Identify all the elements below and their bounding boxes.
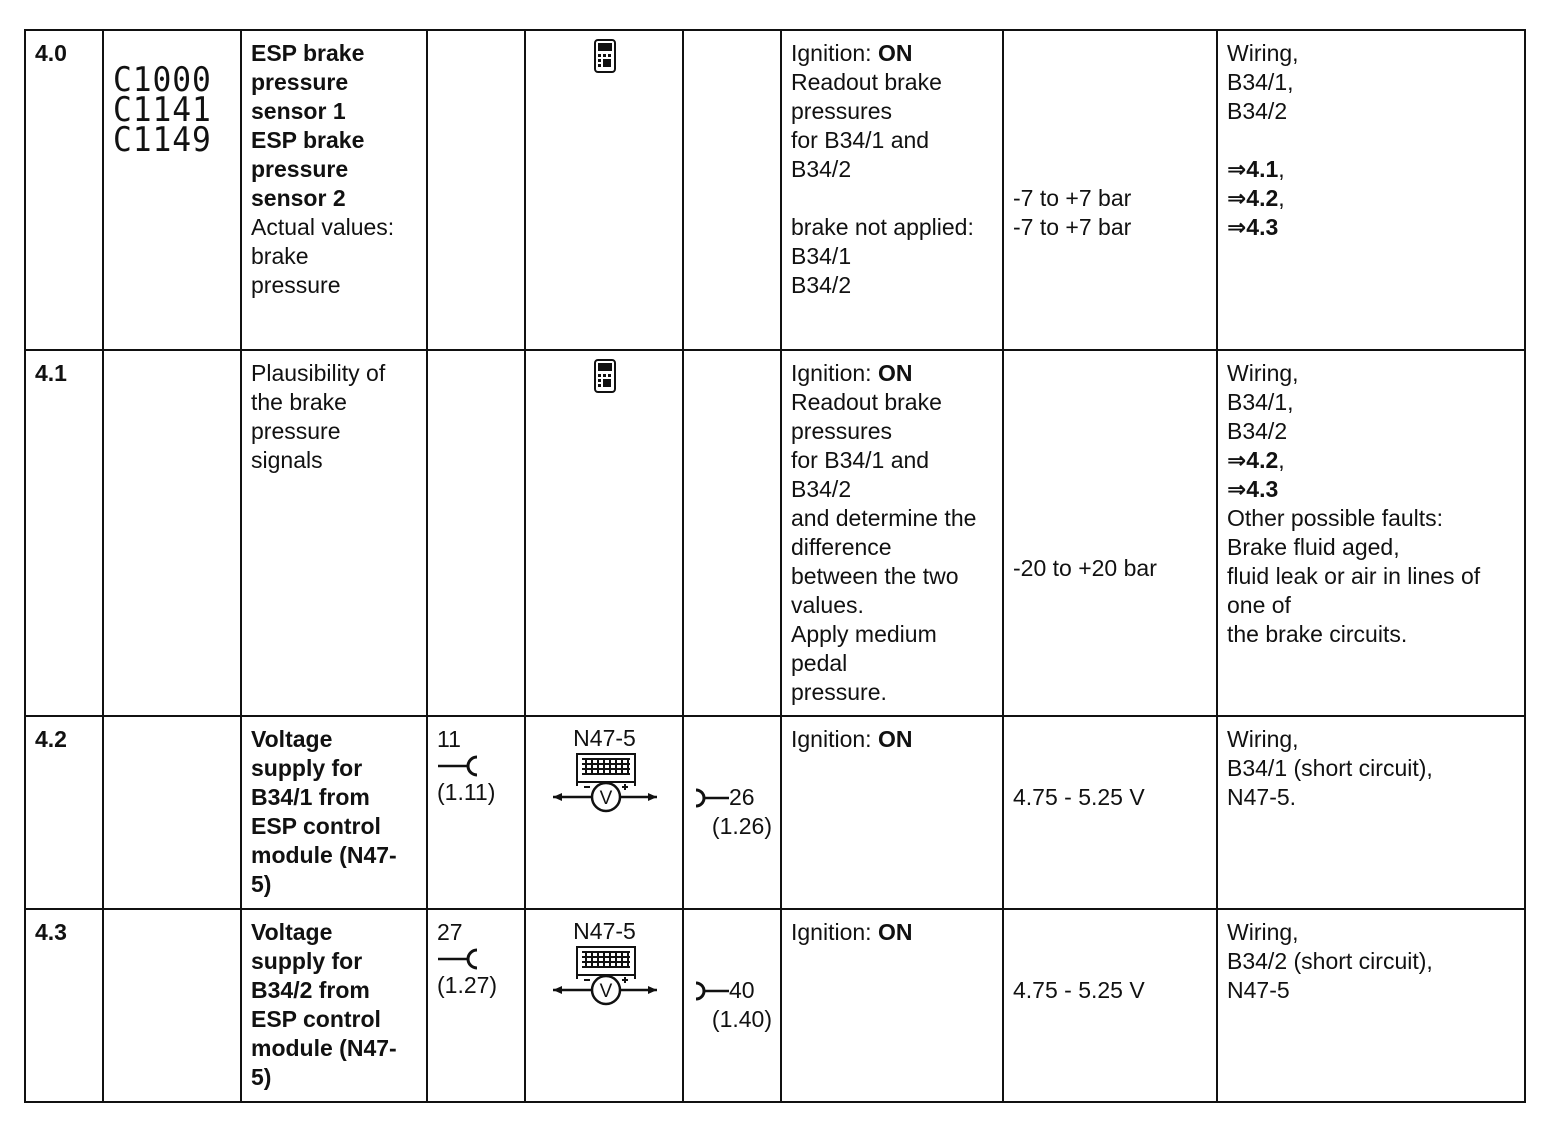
possible-cause: Wiring, B34/1, B34/2 ⇒4.1, ⇒4.2, ⇒4.3 <box>1217 30 1525 350</box>
meter-cell <box>525 716 683 909</box>
nominal-value: 4.75 - 5.25 V <box>1003 909 1217 1102</box>
fault-code-cell <box>103 909 241 1102</box>
step-number: 4.1 <box>25 350 103 716</box>
fault-code-list <box>113 39 222 160</box>
possible-cause: Wiring, B34/2 (short circuit), N47-5 <box>1217 909 1525 1102</box>
possible-cause: Wiring, B34/1 (short circuit), N47-5. <box>1217 716 1525 909</box>
tester-cell <box>525 350 683 716</box>
test-description: Voltage supply for B34/1 from ESP control module (N47- 5) <box>241 716 427 909</box>
fault-code: C1000 <box>113 60 212 100</box>
diagnosis-test-table <box>24 29 1526 1103</box>
socket-connector-icon <box>693 788 729 808</box>
component-label: N47-5 <box>573 918 636 944</box>
pin-cell <box>427 30 525 350</box>
voltmeter-symbol: V <box>599 788 612 809</box>
fault-code-cell <box>103 350 241 716</box>
step-number: 4.0 <box>25 30 103 350</box>
test-description: Voltage supply for B34/2 from ESP control module (N47- 5) <box>241 909 427 1102</box>
nominal-value: -7 to +7 bar -7 to +7 bar <box>1003 30 1217 350</box>
table-row <box>25 909 1525 1102</box>
fault-code-cell <box>103 716 241 909</box>
test-description: ESP brake pressure sensor 1 ESP brake pressure sensor 2 Actual values: brake pressure <box>241 30 427 350</box>
pin-number: 11 <box>437 726 461 752</box>
tester-cell <box>525 30 683 350</box>
pin-to-cell <box>683 30 781 350</box>
test-condition: Ignition: ON <box>781 909 1003 1102</box>
table-row <box>25 716 1525 909</box>
table-row <box>25 30 1525 350</box>
voltmeter-icon <box>549 752 661 814</box>
pin-cell <box>427 350 525 716</box>
component-label: N47-5 <box>573 725 636 751</box>
step-reference-link[interactable]: ⇒4.3 <box>1227 476 1279 502</box>
fault-code: C1141 <box>113 90 212 130</box>
socket-connector-icon <box>693 981 729 1001</box>
meter-cell <box>525 909 683 1102</box>
pin-cell <box>427 716 525 909</box>
voltmeter-icon <box>549 945 661 1007</box>
voltmeter-symbol: V <box>599 981 612 1002</box>
nominal-value: -20 to +20 bar <box>1003 350 1217 716</box>
fault-code: C1149 <box>113 120 212 160</box>
step-reference-link[interactable]: ⇒4.3 <box>1227 214 1279 240</box>
plug-connector-icon <box>437 754 481 778</box>
diagnostic-tester-icon <box>593 39 617 73</box>
test-condition: Ignition: ON Readout brake pressures for B34/1 and B34/2 and determine the difference between the two values. Apply medium pedal pressure. <box>781 350 1003 716</box>
table-row <box>25 350 1525 716</box>
pin-reference: (1.11) <box>437 779 496 805</box>
pin-reference: (1.26) <box>711 813 772 839</box>
pin-number: 26 <box>729 784 755 810</box>
pin-number: 27 <box>437 919 463 945</box>
pin-number: 40 <box>729 977 755 1003</box>
step-reference-link[interactable]: ⇒4.2 <box>1227 185 1279 211</box>
pin-to-cell <box>683 909 781 1102</box>
diagnostic-tester-icon <box>593 359 617 393</box>
step-number: 4.3 <box>25 909 103 1102</box>
pin-to-cell <box>683 350 781 716</box>
pin-reference: (1.40) <box>711 1006 772 1032</box>
test-condition: Ignition: ON <box>781 716 1003 909</box>
test-description: Plausibility of the brake pressure signals <box>241 350 427 716</box>
fault-code-cell <box>103 30 241 350</box>
nominal-value: 4.75 - 5.25 V <box>1003 716 1217 909</box>
step-number: 4.2 <box>25 716 103 909</box>
test-condition: Ignition: ON Readout brake pressures for B34/1 and B34/2 brake not applied: B34/1 B34/2 <box>781 30 1003 350</box>
pin-to-cell <box>683 716 781 909</box>
possible-cause: Wiring, B34/1, B34/2 ⇒4.2, ⇒4.3 Other possible faults: Brake fluid aged, fluid leak or air in lines of one of the brake circuits. <box>1217 350 1525 716</box>
pin-reference: (1.27) <box>437 972 498 998</box>
plug-connector-icon <box>437 947 481 971</box>
step-reference-link[interactable]: ⇒4.2 <box>1227 447 1279 473</box>
step-reference-link[interactable]: ⇒4.1 <box>1227 156 1279 182</box>
pin-cell <box>427 909 525 1102</box>
test-table-sheet <box>24 29 1526 1103</box>
